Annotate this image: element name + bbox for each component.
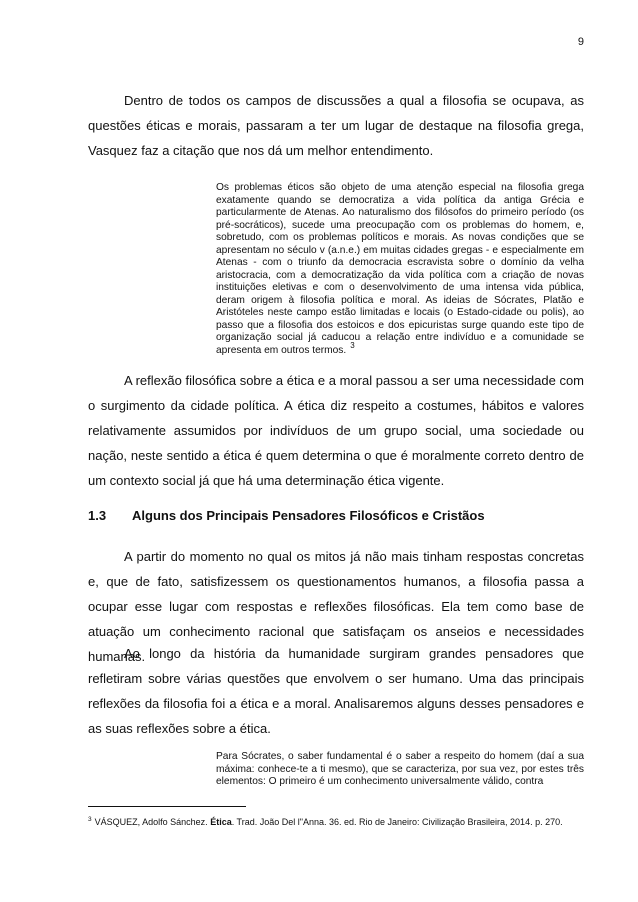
footnote-marker: 3: [88, 816, 92, 823]
paragraph-ethics-reflection: A reflexão filosófica sobre a ética e a moral passou a ser uma necessidade com o surgimento da cidade política. A ética diz respeito a costumes, hábitos e valores relativamente assumidos por indivíduos de um grupo social, uma sociedade ou nação, neste sentido a ética é quem determina o que é moralmente correto dentro de um contexto social já que há uma determinação ética vigente.: [88, 373, 584, 488]
footnote-author: VÁSQUEZ, Adolfo Sánchez.: [94, 817, 208, 827]
footnote-reference: 3: [350, 341, 355, 351]
footnote: [88, 814, 588, 831]
block-quote-text: Os problemas éticos são objeto de uma atenção especial na filosofia grega exatamente quando se democratiza a vida política da antiga Grécia e particularmente de Atenas. Ao naturalismo dos filósofos do primeiro período (os pré-socráticos), sucede uma preocupação com os problemas do homem, e, sobretudo, com os problemas políticos e morais. As novas condições que se apresentam no século v (a.n.e.) em muitas cidades gregas - e especialmente em Atenas - com o triunfo da democracia escravista sobre o domínio da velha aristocracia, com a democratização da vida política com a criação de novas instituições eletivas e com o desenvolvimento de uma intensa vida pública, deram origem à filosofia política e moral. As ideias de Sócrates, Platão e Aristóteles neste campo estão limitadas e locais (o Estado-cidade ou polis), ao passo que a filosofia dos estoicos e dos epicuristas surge quando este tipo de organização social já caducou a relação entre indivíduo e a comunidade se apresenta em outros termos.: [216, 182, 584, 356]
footnote-separator: [88, 806, 246, 807]
page-number: 9: [577, 36, 584, 48]
paragraph-thinkers: Ao longo da história da humanidade surgiram grandes pensadores que refletiram sobre várias questões que envolvem o ser humano. Uma das principais reflexões da filosofia foi a ética e a moral. Analisaremos alguns desses pensadores e as suas reflexões sobre a ética.: [88, 646, 584, 736]
section-heading: [88, 508, 485, 523]
section-number: 1.3: [88, 508, 107, 523]
footnote-work-title: Ética: [210, 817, 232, 827]
paragraph-intro: Dentro de todos os campos de discussões a qual a filosofia se ocupava, as questões éticas e morais, passaram a ter um lugar de destaque na filosofia grega, Vasquez faz a citação que nos dá um melhor entendimento.: [88, 93, 584, 158]
paragraph-myths-philosophy: A partir do momento no qual os mitos já não mais tinham respostas concretas e, que de fato, satisfizessem os questionamentos humanos, a filosofia passa a ocupar esse lugar com respostas e reflexões filosóficas. Ela tem como base de atuação um conhecimento racional que satisfaçam os anseios e necessidades humanas.: [88, 549, 584, 664]
block-quote-vasquez: [216, 182, 584, 357]
section-title: Alguns dos Principais Pensadores Filosóficos e Cristãos: [132, 508, 485, 523]
footnote-publication: . Trad. João Del l"Anna. 36. ed. Rio de Janeiro: Civilização Brasileira, 2014. p. 270.: [231, 817, 563, 827]
block-quote-socrates: Para Sócrates, o saber fundamental é o saber a respeito do homem (daí a sua máxima: conhece-te a ti mesmo), que se caracteriza, por sua vez, por estes três elementos: O primeiro é um conhecimento universalmente válido, contra: [216, 751, 584, 787]
